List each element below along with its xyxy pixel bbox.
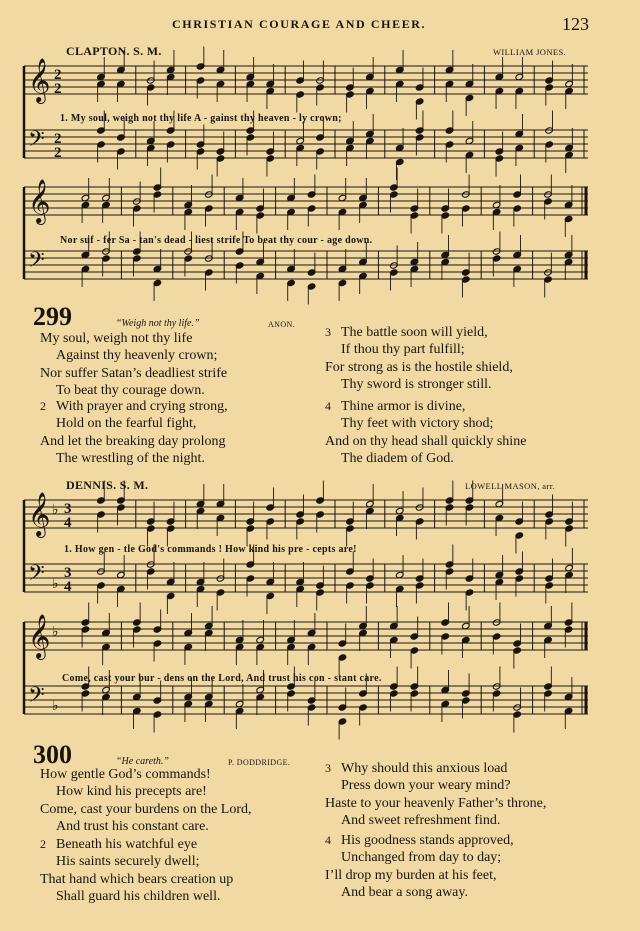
bass-clef-icon: 𝄢 (28, 683, 45, 713)
verse-number: 4 (325, 833, 331, 847)
verse-line: Come, cast your burdens on the Lord, (40, 801, 252, 817)
verse-line: For strong as is the hostile shield, (325, 359, 513, 375)
time-signature-numerator: 2 (54, 131, 62, 147)
verse-line: Hold on the fearful fight, (56, 416, 197, 432)
time-signature-numerator: 2 (54, 67, 62, 83)
verse-line: Nor suffer Satan’s deadliest strife (40, 365, 228, 381)
lyric-line: Nor suf - fer Sa - tan's dead - liest strife To beat thy cour - age down. (60, 235, 373, 246)
verse-line: Press down your weary mind? (341, 778, 511, 794)
hymn-subtitle: “Weigh not thy life.” (116, 318, 200, 329)
bass-clef-icon: 𝄢 (28, 127, 45, 157)
page-number: 123 (562, 14, 589, 34)
time-signature-denominator: 2 (54, 81, 62, 97)
verse-line: With prayer and crying strong, (56, 399, 228, 414)
flat-icon: ♭ (52, 576, 59, 592)
verse-line: Thy sword is stronger still. (341, 377, 492, 393)
treble-clef-icon: 𝄞 (28, 58, 51, 102)
composer-dennis: LOWELL MASON, arr. (465, 481, 555, 491)
running-header: CHRISTIAN COURAGE AND CHEER. (172, 17, 427, 31)
flat-icon: ♭ (52, 698, 59, 714)
verse-line: His goodness stands approved, (341, 833, 514, 848)
verse-line: Thy feet with victory shod; (341, 416, 494, 432)
verse-line: Beneath his watchful eye (56, 837, 198, 852)
bass-clef-icon: 𝄢 (28, 248, 45, 278)
verse-line: And bear a song away. (341, 885, 468, 901)
treble-clef-icon: 𝄞 (28, 492, 51, 536)
bass-clef-icon: 𝄢 (28, 561, 45, 591)
lyric-line: Come, cast your bur - dens on the Lord, And trust his con - stant care. (62, 673, 382, 684)
hymn-author: ANON. (268, 320, 296, 329)
tune-name-dennis: DENNIS. S. M. (66, 478, 149, 492)
verse-line: I’ll drop my burden at his feet, (325, 867, 497, 883)
verse-block (40, 398, 228, 468)
verse-number: 2 (40, 399, 46, 413)
verse-line: Thine armor is divine, (341, 399, 466, 414)
treble-clef-icon: 𝄞 (28, 614, 51, 658)
hymn-author: P. DODDRIDGE. (228, 758, 291, 767)
verse-line: Against thy heavenly crown; (56, 348, 218, 364)
verse-block (325, 324, 513, 394)
time-signature-denominator: 2 (54, 145, 62, 161)
composer-clapton: WILLIAM JONES. (493, 47, 567, 57)
time-signature-numerator: 3 (64, 501, 72, 517)
hymn-subtitle: “He careth.” (116, 756, 169, 767)
verse-number: 2 (40, 837, 46, 851)
verse-line: To beat thy courage down. (56, 383, 205, 399)
verse-number: 3 (325, 325, 331, 339)
verse-line: Shall guard his children well. (56, 889, 221, 905)
time-signature-denominator: 4 (64, 515, 72, 531)
verse-line: And trust his constant care. (56, 819, 209, 835)
verse-block (40, 330, 227, 400)
verse-line: My soul, weigh not thy life (40, 331, 193, 346)
verse-line: That hand which bears creation up (40, 871, 234, 887)
verse-line: And on thy head shall quickly shine (325, 433, 527, 449)
lyric-line: 1. My soul, weigh not thy life A - gainst thy heaven - ly crown; (60, 113, 342, 124)
verse-block (325, 760, 546, 830)
flat-icon: ♭ (52, 624, 59, 640)
verse-number: 3 (325, 761, 331, 775)
verse-line: The battle soon will yield, (341, 325, 488, 340)
hymn-number: 300 (33, 740, 72, 769)
verse-line: The wrestling of the night. (56, 451, 205, 467)
time-signature-denominator: 4 (64, 579, 72, 595)
verse-block (40, 836, 233, 906)
verse-line: Why should this anxious load (341, 761, 508, 776)
lyric-line: 1. How gen - tle God's commands ! How kind his pre - cepts are! (64, 544, 357, 555)
verse-line: The diadem of God. (341, 451, 454, 467)
verse-block (40, 766, 252, 836)
verse-line: Haste to your heavenly Father’s throne, (325, 795, 547, 811)
verse-line: Unchanged from day to day; (341, 850, 502, 866)
tune-name-clapton: CLAPTON. S. M. (66, 44, 162, 58)
verse-line: How kind his precepts are! (56, 784, 207, 800)
time-signature-numerator: 3 (64, 565, 72, 581)
verse-line: If thou thy part fulfill; (341, 342, 465, 358)
verse-line: And sweet refreshment find. (341, 813, 501, 829)
verse-number: 4 (325, 399, 331, 413)
verse-block (325, 832, 514, 902)
verse-block (325, 398, 526, 468)
flat-icon: ♭ (52, 502, 59, 518)
treble-clef-icon: 𝄞 (28, 179, 51, 223)
verse-line: How gentle God’s commands! (40, 767, 211, 782)
hymn-number: 299 (33, 302, 72, 331)
verse-line: And let the breaking day prolong (40, 433, 226, 449)
verse-line: His saints securely dwell; (56, 854, 200, 870)
